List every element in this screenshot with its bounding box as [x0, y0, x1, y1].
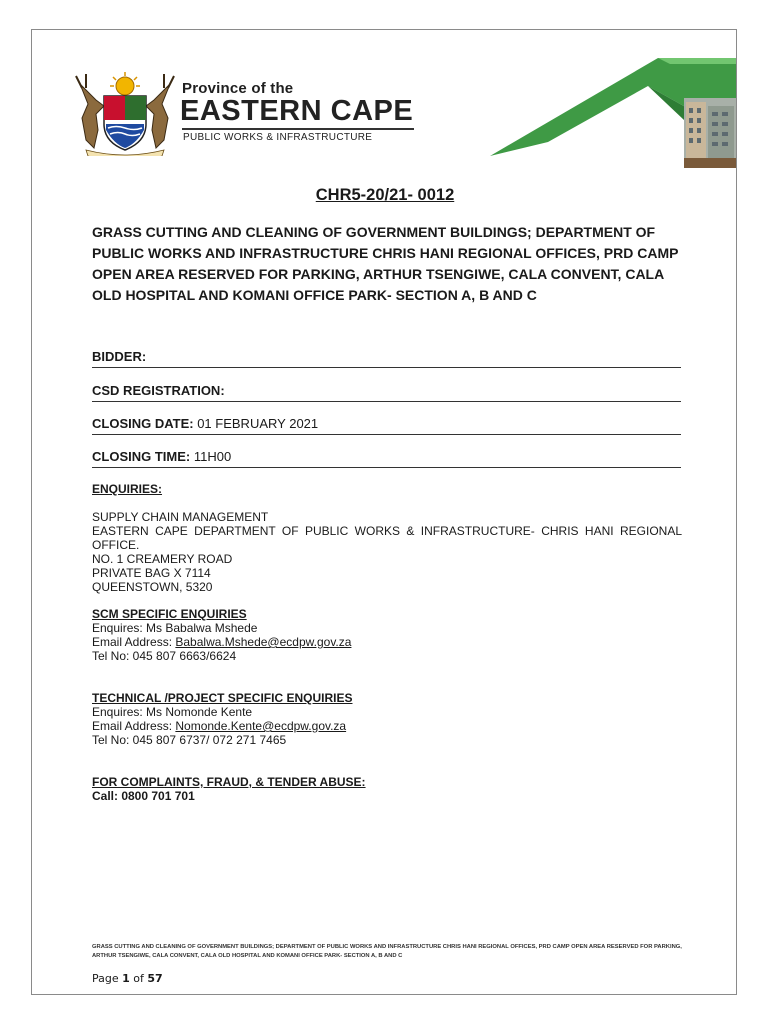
closing-time-label: CLOSING TIME:: [92, 449, 191, 464]
tender-reference-text: CHR5-20/21- 0012: [315, 186, 455, 204]
technical-email-link[interactable]: Nomonde.Kente@ecdpw.gov.za: [175, 719, 347, 733]
closing-time-value: 11H00: [190, 449, 232, 464]
logo-department-text: PUBLIC WORKS & INFRASTRUCTURE: [183, 132, 373, 143]
address-line: EASTERN CAPE DEPARTMENT OF PUBLIC WORKS & INFRASTRUCTURE- CHRIS HANI REGIONAL OFFICE.: [92, 524, 682, 552]
scm-enquiries: [92, 607, 682, 663]
bidder-field: [92, 349, 681, 368]
complaints-heading: FOR COMPLAINTS, FRAUD, & TENDER ABUSE:: [92, 775, 366, 789]
scm-email-link[interactable]: Babalwa.Mshede@ecdpw.gov.za: [175, 635, 352, 649]
complaints-section: [92, 775, 682, 803]
page-number: [92, 972, 163, 985]
coat-of-arms-icon: [66, 70, 184, 156]
building-graphic: [488, 50, 738, 170]
footer-running-title: GRASS CUTTING AND CLEANING OF GOVERNMENT BUILDINGS; DEPARTMENT OF PUBLIC WORKS AND INFRASTRUCTURE CHRIS HANI REGIONAL OFFICES, PRD CAMP OPEN AREA RESERVED FOR PARKING, ARTHUR TSENGIWE, CALA CONVENT, CALA OLD HOSPITAL AND KOMANI OFFICE PARK- SECTION A, B AND C: [92, 944, 682, 959]
address-line: PRIVATE BAG X 7114: [92, 566, 211, 580]
bidder-label: BIDDER:: [92, 349, 147, 364]
technical-tel: Tel No: 045 807 6737/ 072 271 7465: [92, 733, 287, 747]
tender-reference: [0, 186, 770, 205]
page-prefix: Page: [92, 972, 123, 985]
tender-title: GRASS CUTTING AND CLEANING OF GOVERNMENT BUILDINGS; DEPARTMENT OF PUBLIC WORKS AND INFRASTRUCTURE CHRIS HANI REGIONAL OFFICES, PRD CAMP OPEN AREA RESERVED FOR PARKING, ARTHUR TSENGIWE, CALA CONVENT, CALA OLD HOSPITAL AND KOMANI OFFICE PARK- SECTION A, B AND C: [92, 224, 679, 303]
address-line: QUEENSTOWN, 5320: [92, 580, 213, 594]
scm-contact: Enquires: Ms Babalwa Mshede: [92, 621, 258, 635]
enquiries-heading: ENQUIRIES:: [92, 482, 163, 496]
technical-email-label: Email Address:: [92, 719, 176, 733]
closing-date-label: CLOSING DATE:: [92, 416, 194, 431]
scm-email-row: [92, 635, 682, 649]
department-logo: [66, 70, 426, 160]
page-of: of: [129, 972, 148, 985]
technical-contact: Enquires: Ms Nomonde Kente: [92, 705, 253, 719]
technical-enquiries-heading: TECHNICAL /PROJECT SPECIFIC ENQUIRIES: [92, 691, 353, 705]
scm-enquiries-heading: SCM SPECIFIC ENQUIRIES: [92, 607, 247, 621]
scm-email-label: Email Address:: [92, 635, 176, 649]
closing-date-field: [92, 416, 681, 435]
closing-time-field: [92, 449, 681, 468]
csd-registration-field: [92, 383, 681, 402]
scm-tel: Tel No: 045 807 6663/6624: [92, 649, 237, 663]
address-line: SUPPLY CHAIN MANAGEMENT: [92, 510, 269, 524]
csd-registration-label: CSD REGISTRATION:: [92, 383, 225, 398]
closing-date-value: 01 FEBRUARY 2021: [193, 416, 319, 431]
technical-enquiries: [92, 691, 682, 747]
logo-divider: [182, 128, 414, 130]
logo-province-text: Province of the: [182, 80, 294, 97]
logo-province-name: EASTERN CAPE: [180, 95, 414, 127]
page-total: 57: [147, 972, 163, 985]
page-current: 1: [122, 972, 130, 985]
address-block: [92, 510, 682, 594]
technical-email-row: [92, 719, 682, 733]
complaints-call: Call: 0800 701 701: [92, 789, 195, 803]
address-line: NO. 1 CREAMERY ROAD: [92, 552, 233, 566]
